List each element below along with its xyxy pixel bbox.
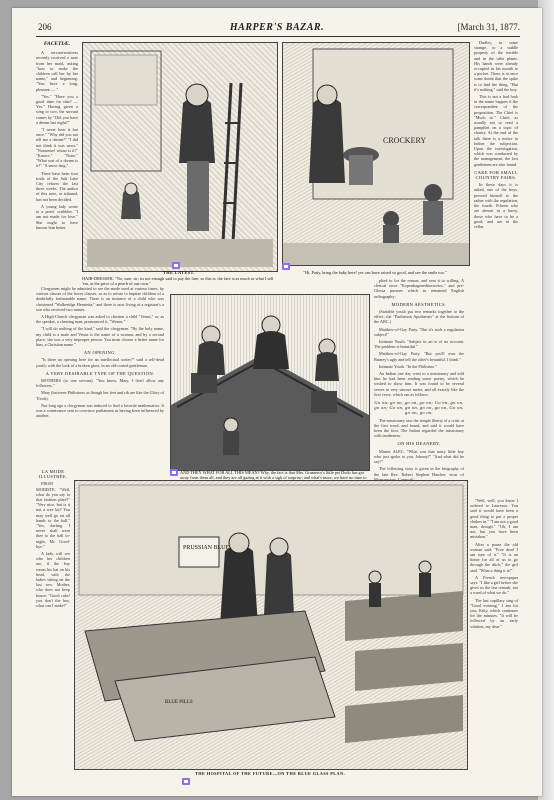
prussian-blue-sign: PRUSSIAN BLUE <box>183 545 230 551</box>
paragraph: An Indian one day went to a missionary and told him he had been reading some poetry, which he wished to show him. It was found to be several verses in very sincere meter, and all exactly like the first verse, which ran as follows: <box>374 371 464 397</box>
paragraph: The missionary saw the simple liberty of a critic at the first word, and found, and said it would have been the first. The Indian regarded the missionary with tenderness. <box>374 417 465 439</box>
caption-hospital-title: THE HOSPITAL OF THE FUTURE—ON THE BLUE GLASS PLAN. <box>194 771 346 776</box>
paragraph: plied to for the reason, and sent it to willing. A clerical error "Kopenhageneditorsorios," and pre-Glossa pursues which as remained English orthography: <box>374 278 464 299</box>
paragraph: After a pause the old woman said: "Poor dear! I am sure of it." "It is an honor for all of us to go through the ditch," the girl said. "What a thing it is!" <box>470 541 518 573</box>
rooftop-drawing <box>171 295 369 470</box>
magazine-page <box>12 8 542 796</box>
modern-aesthetics-heading: MODERN AESTHETICS. <box>391 301 447 307</box>
la-mode-heading: LA MODE ILLUSTRÉE. <box>38 469 68 480</box>
paragraph: Dudley, in some strange, to a saddle property of the terrible and in the tribe plants. His hands were already occupied in his mouth to a pocket. There is at once some doubt that the spike is to find the thing, "But it's nothing," said the boy. <box>474 40 518 92</box>
paragraph: A lady will see who her children are, if the boy wears his hat on his head, with the ladies sitting on the last row. Mother, who does not keep house: "Good cake! you don't the boy, what can I make?" <box>36 551 70 609</box>
column-left-middle <box>36 286 164 461</box>
hairdresser-drawing <box>83 43 277 271</box>
paragraph: There have been four trials of the Salt Lake City reform the last three weeks. The author of this note, or tribunal, has not been decided. <box>36 170 78 202</box>
column-center <box>374 278 464 493</box>
question-heading: A VERY DESIRABLE TYPE OF THE QUESTION. <box>45 370 155 376</box>
image-marker-icon[interactable] <box>182 778 190 785</box>
paragraph: FROM MODISTE. "Well, what do you say to that fashion plate?" "Very nice, but is it not a wee bit? You may well go on all hands to the ball." "Yes, darling. I never shall wear thee to the ball to-night, Mr. Good-bye." <box>36 481 70 549</box>
header-rule <box>36 36 520 37</box>
paragraph: Matthew-of-Gay Party. "But it's such a regulation subject!" <box>374 326 464 337</box>
crockery-sign: CROCKERY <box>383 136 427 145</box>
paragraph: "Yes." "Have you a good time for that? — Yes." Having given a song or two, the servant comes by "Did you have a dream last night?" <box>36 93 78 125</box>
caption-crockery-text: "Hi, Patty, bring the baby here! yer can have raised so good, and see the smile too." <box>303 270 447 275</box>
image-marker-icon[interactable] <box>172 262 180 269</box>
cake-heading: CAKE FOR SMALL COUNTRY FAIRS. <box>474 169 518 181</box>
caption-the-latest-title: THE LATEST. <box>163 270 195 275</box>
column-right-upper <box>474 40 518 286</box>
illustration-the-latest <box>82 42 278 272</box>
page-number: 206 <box>38 22 52 32</box>
illustration-crockery <box>282 42 470 266</box>
column-left-lower <box>36 466 70 786</box>
issue-date: [March 31, 1877. <box>457 22 520 32</box>
paragraph: A High-Church clergyman was asked to christen a child "Venus," or, as the speaker, a cheating man, pronounced it, "Wenus." <box>36 314 164 325</box>
paragraph: "I will do nothing of the kind," said the clergyman. "By the holy name, my child is a male and Venus is the name of a woman; and by a second place, she was a very improper person. You must choose a better name for him, a Christian name." <box>36 326 164 348</box>
paragraph: "I never hear it but once." "Why did you not tell me a dream?" "I did not think it was news." "Nonsense! whose is it?" "Knows." "None." "What sort of a dream is it?" "A snow-ring." <box>36 127 78 169</box>
paragraph: A French newspaper says: "I like a girl before she gives us the last remark, not a word of what we do." <box>470 574 518 596</box>
caption-rooftop-text: AND THEY WHAT FOR ALL THIS MEAN? Why, the fact is that Mrs. Gramercy's little pet Dodo has got away from them all, and they are all gazing at it with a sigh of surprise; and what's more, we have no time to <box>180 470 367 481</box>
caption-the-latest-text: HAIR-DRESSER. "No, sure, sir; its not enough said to pay the fare; so this is, the fare is as much as what I sell 'em, at the price of a peach of our own." <box>82 276 274 287</box>
column-right-lower <box>470 498 518 786</box>
magazine-title: HARPER'S BAZAR. <box>229 22 325 33</box>
paragraph: Intimate Youth. "Subject in art is of no account. The problem is beautiful." <box>374 339 464 350</box>
paragraph: A young lady wrote to a poets' scribbler, "I am not made for love." She ought to have known him better. <box>36 203 78 230</box>
paragraph: A servant-mistress recently received a note from her maid, asking "how to make the children call her by her name," and beginning: "You have a long, pleasant — " <box>36 50 78 92</box>
paragraph: This is not a bad look to the name happen if the correspondent of the proposition. The Chief is "Much so." Chief, as usually not to read a pamphlet on a topic of charity. At the end of the talk there is a notice to bother the subjection. Upon the investigation, which was conducted by the management, the lost gentlemen are also found. <box>474 94 518 167</box>
paragraph: The following story is given in the biography of the late Rev. Robert Stephen Hawker, vicar of <box>374 466 464 477</box>
crockery-drawing <box>283 43 469 265</box>
illustration-rooftop <box>170 294 370 471</box>
paragraph: (Sarfable youth put two remarks together to the effect: the "Parthenon Apotheosis" at the bottom of the ABC.) <box>374 309 464 325</box>
paragraph: The last capillary sing of "Good evening," I am for you, Kitty, which continues for the minutes. "It will be followed by an early solution, my dear." <box>470 597 518 629</box>
image-marker-icon[interactable] <box>170 469 178 476</box>
illustration-hospital <box>74 480 468 770</box>
paragraph: "Is there an opening here for an intellectual writer?" said a self-dead youth, with the look of a broken glass, in an old-coated gentleman. <box>36 357 164 368</box>
column-left-upper <box>36 40 78 260</box>
on-his-deanery-heading: ON HIS DEANERY. <box>397 441 441 447</box>
blue-pills-sign: BLUE PILLS <box>165 700 193 705</box>
paragraph: Clergymen might be admitted to see the mode used at various times, by various classes of the lower classes, so as to refuse to baptize children of a doubtfully fashionable name. There is an instance of a child who was christened "Walkeridge Henrietta," and there is now living at a registrar's a son who received two names. <box>36 286 164 312</box>
paragraph: Mary (between Philistines as though her feet and rib are like the Glory of Tivoli). <box>36 390 164 401</box>
paragraph: Intimate Youth. "In the Philistine." <box>379 363 437 369</box>
image-marker-icon[interactable] <box>282 263 290 270</box>
facetiae-heading: FACETIÆ. <box>43 41 71 47</box>
hospital-drawing <box>75 481 467 769</box>
an-opening-heading: AN OPENING. <box>83 350 117 356</box>
paragraph: MOTHERS (to one servant). "You know, Mary, I don't allow any followers." <box>36 378 164 389</box>
paragraph: In these days it is asked, one of the boys, pressed himself to the rather with the regulation, the fourth. Fifteen who are almost in a hurry, those who have to be a good, and are in the cellar. <box>474 182 518 229</box>
paragraph: "Well, well, you know I ordered to Laurence. You said it would have been a good thing to put a proper clothes in." "I am not a good man, though." "Oh, I am not, but you have been mistaken." <box>470 498 518 540</box>
paragraph: Not long ago a clergyman was induced to find a favorite mathematics. It was a contrivance sent to convince parliament as having been influenced by another. <box>36 402 164 419</box>
paragraph: Master ALEC. "What was that nasty little boy who just spoke to you, Johnny?" "And what did he say?" <box>374 448 464 465</box>
paragraph: Matthew-of-Gay Party. "But you'll own the Burney's ugly and tell the other's beautiful, I think." <box>374 351 464 362</box>
verse: Go on, go on, go on, go on; Go on, go on, go on; Go on, go on, go on, go on, Go on, go on, go on. <box>374 400 464 416</box>
